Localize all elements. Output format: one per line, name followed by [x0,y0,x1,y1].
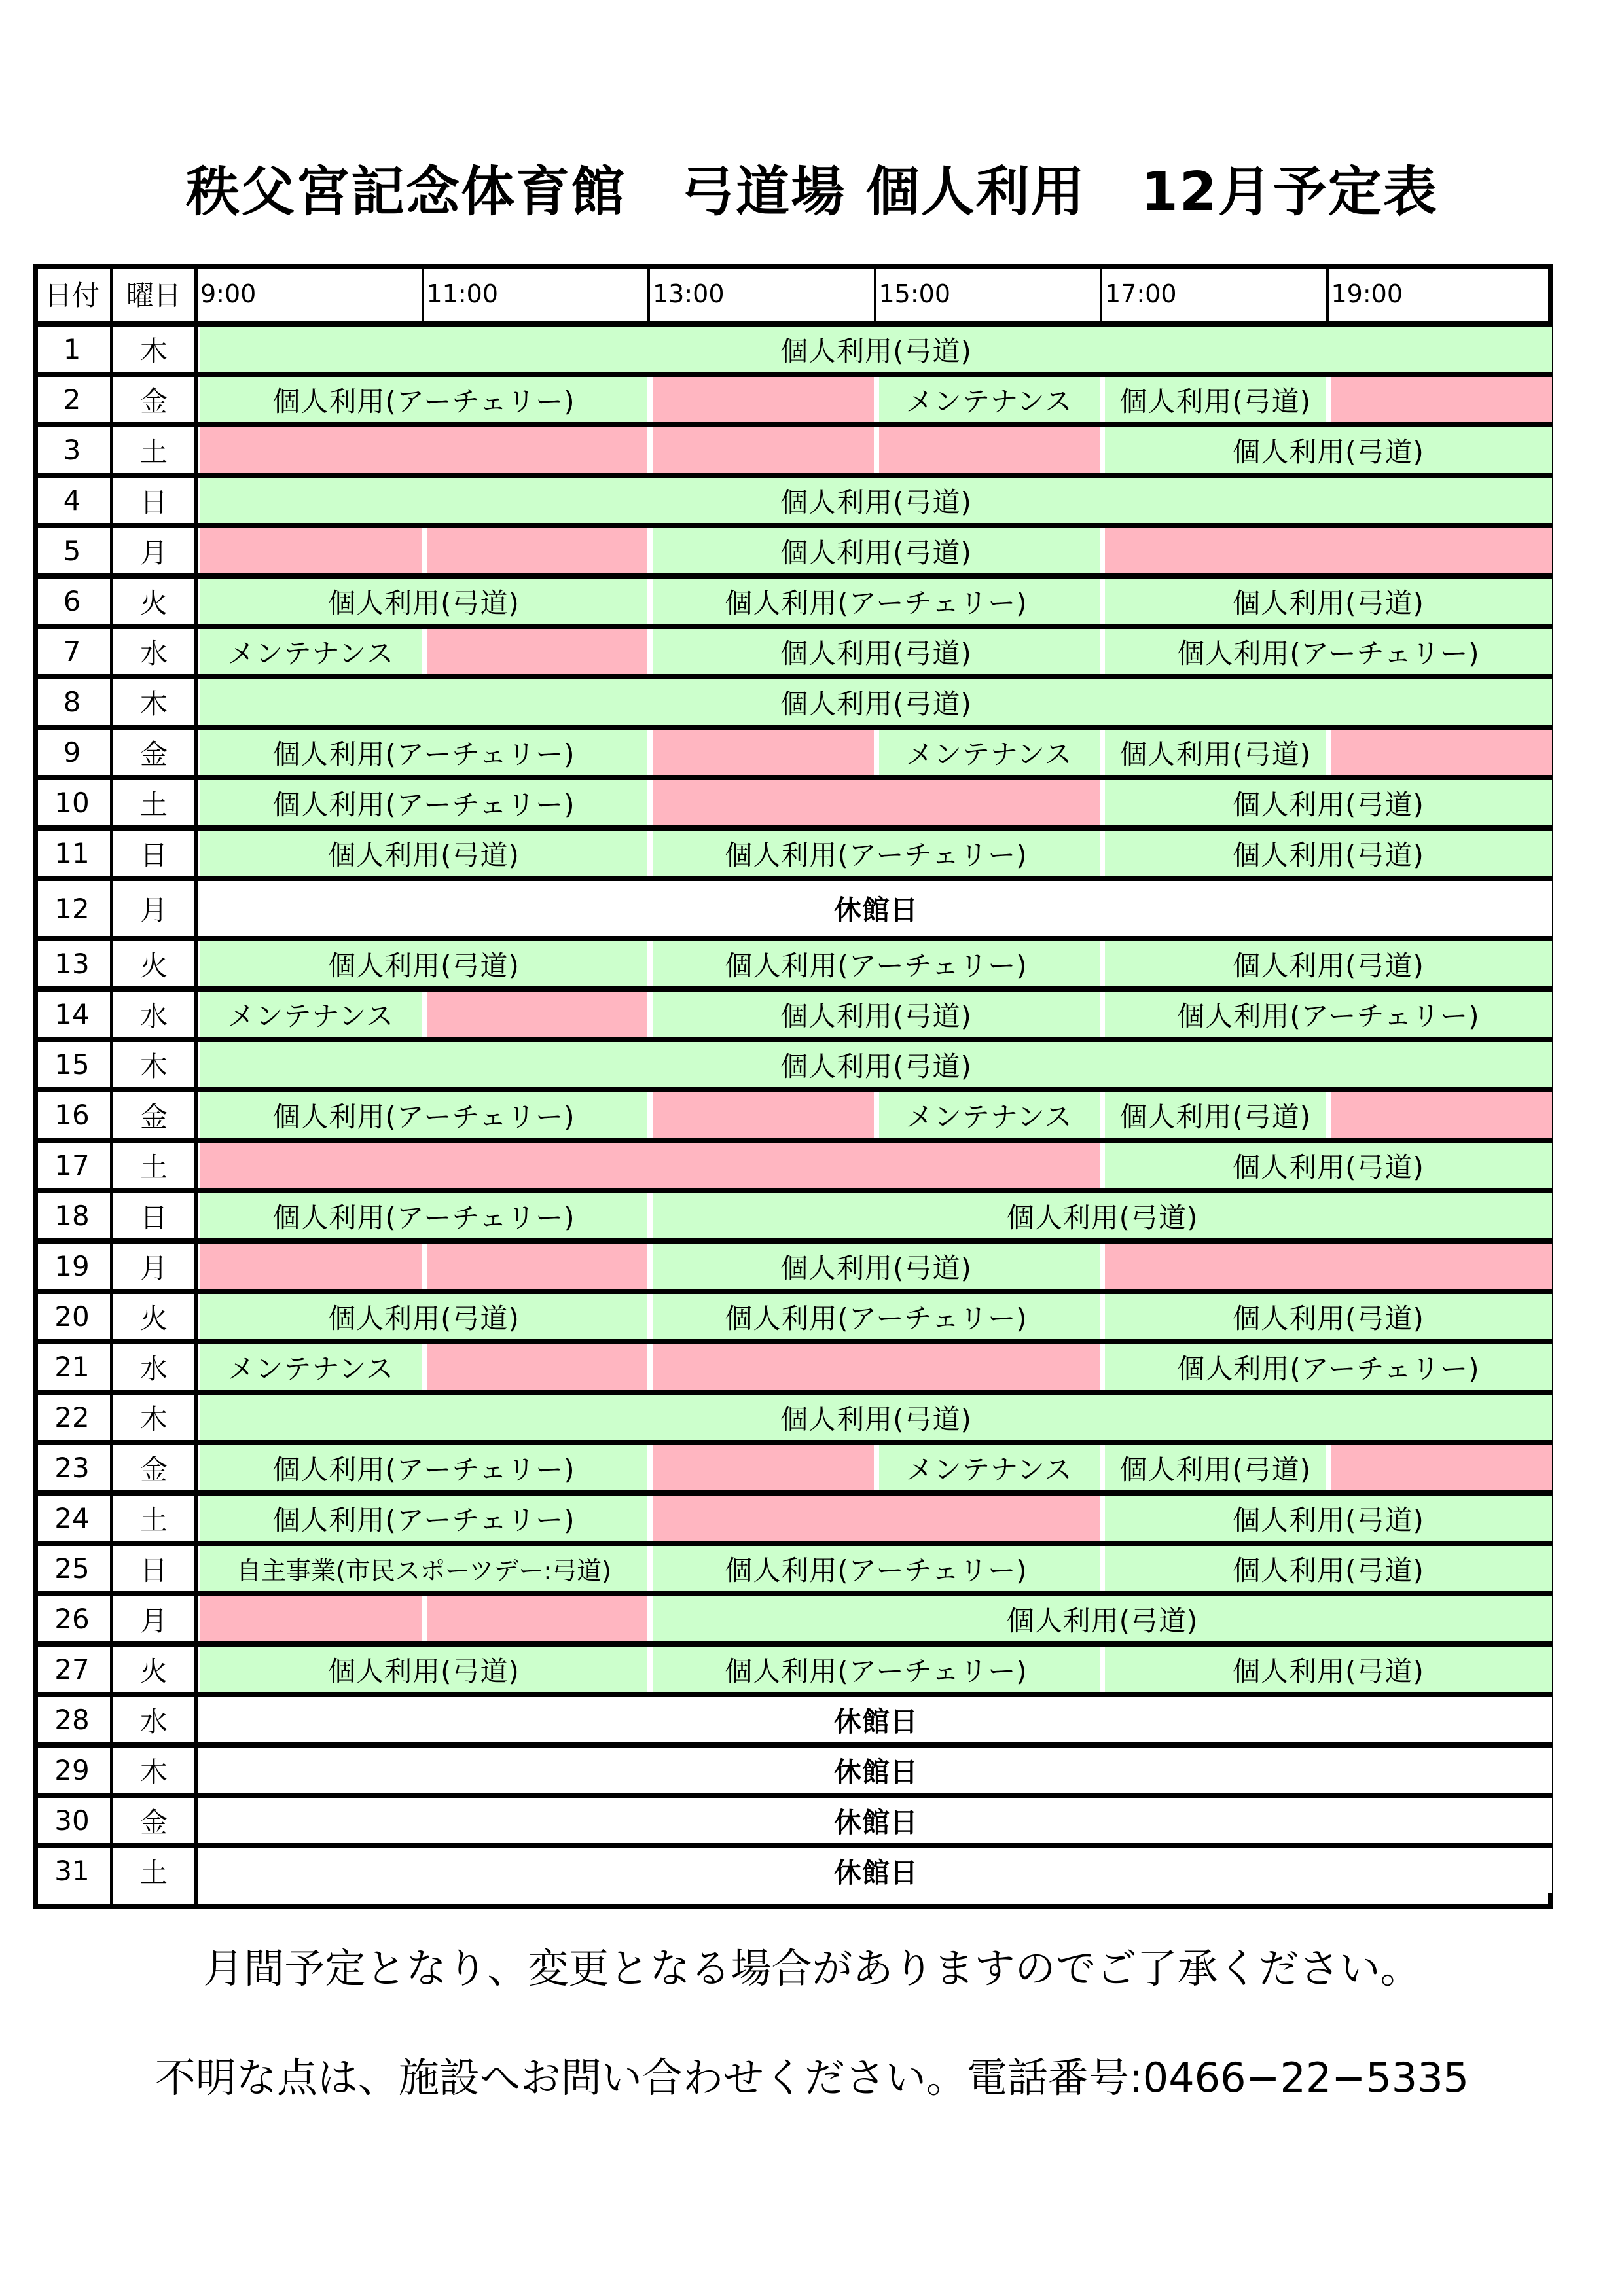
row-divider [33,936,1553,941]
date-cell: 5 [63,535,81,567]
schedule-block: 個人利用(弓道) [1105,1647,1552,1692]
row-divider [33,1138,1553,1143]
closed-day-bar: 休館日 [200,1798,1552,1843]
weekday-cell: 火 [139,1655,168,1687]
unavailable-block [427,1344,648,1390]
date-cell: 31 [54,1855,90,1887]
schedule-block: 個人利用(弓道) [1105,941,1552,986]
unavailable-block [427,1244,648,1289]
schedule-block: 個人利用(弓道) [653,1596,1552,1641]
schedule-block: 個人利用(アーチェリー) [1105,992,1552,1037]
unavailable-block [200,1143,1100,1188]
unavailable-block [653,1092,874,1138]
weekday-cell: 金 [139,1100,168,1133]
schedule-block: メンテナンス [200,629,422,674]
closed-day-bar: 休館日 [200,881,1552,936]
date-cell: 13 [54,948,90,980]
row-divider [33,1087,1553,1092]
row-divider [33,372,1553,377]
unavailable-block [1331,377,1553,422]
schedule-block: 個人利用(弓道) [200,1395,1552,1440]
weekday-cell: 水 [139,637,168,670]
date-cell: 19 [54,1250,90,1282]
schedule-block: 個人利用(弓道) [200,1042,1552,1087]
row-divider [33,624,1553,629]
weekday-cell: 土 [139,1503,168,1536]
header-time: 9:00 [200,279,257,308]
header-time-divider [647,269,650,324]
unavailable-block [200,1244,422,1289]
row-divider [33,1541,1553,1546]
header-time: 11:00 [426,279,499,308]
schedule-block: 個人利用(アーチェリー) [200,1496,647,1541]
row-divider [33,573,1553,579]
schedule-block: 自主事業(市民スポーツデー:弓道) [200,1546,647,1591]
unavailable-block [1331,730,1553,775]
date-cell: 26 [54,1603,90,1635]
date-cell: 2 [63,384,81,416]
weekday-cell: 木 [139,1755,168,1788]
weekday-cell: 土 [139,435,168,468]
schedule-block: 個人利用(弓道) [200,679,1552,725]
schedule-block: 個人利用(弓道) [1105,730,1326,775]
date-cell: 23 [54,1452,90,1484]
schedule-block: 個人利用(アーチェリー) [653,579,1100,624]
schedule-block: 個人利用(アーチェリー) [200,1092,647,1138]
header-weekday: 曜日 [126,279,181,312]
unavailable-block [879,427,1100,473]
row-divider [33,1390,1553,1395]
row-divider [33,1843,1553,1848]
schedule-block: 個人利用(弓道) [653,992,1100,1037]
weekday-cell: 日 [139,838,168,871]
date-cell: 28 [54,1704,90,1736]
date-cell: 12 [54,892,90,925]
weekday-cell: 火 [139,586,168,619]
schedule-block: メンテナンス [879,730,1100,775]
weekday-cell: 土 [139,788,168,821]
header-time: 13:00 [653,279,725,308]
row-divider [33,725,1553,730]
unavailable-block [653,1496,1100,1541]
unavailable-block [653,780,1100,825]
schedule-block: 個人利用(アーチェリー) [200,1445,647,1490]
date-cell: 4 [63,484,81,516]
unavailable-block [427,528,648,573]
schedule-block: 個人利用(弓道) [1105,1143,1552,1188]
unavailable-block [1331,1092,1553,1138]
schedule-block: メンテナンス [200,992,422,1037]
schedule-block: 個人利用(弓道) [200,327,1552,372]
weekday-cell: 火 [139,949,168,982]
unavailable-block [200,1596,422,1641]
schedule-block: 個人利用(アーチェリー) [653,941,1100,986]
date-cell: 3 [63,434,81,466]
row-divider [33,1289,1553,1294]
schedule-block: 個人利用(弓道) [1105,377,1326,422]
header-time-divider [874,269,876,324]
weekday-cell: 土 [139,1151,168,1183]
schedule-block: 個人利用(弓道) [653,1244,1100,1289]
row-divider [33,1742,1553,1748]
date-cell: 17 [54,1149,90,1181]
header-time-divider [1326,269,1329,324]
weekday-cell: 木 [139,1050,168,1083]
weekday-cell: 火 [139,1302,168,1335]
unavailable-block [1331,1445,1553,1490]
schedule-block: 個人利用(弓道) [200,941,647,986]
schedule-block: メンテナンス [200,1344,422,1390]
schedule-block: 個人利用(アーチェリー) [1105,629,1552,674]
schedule-block: 個人利用(弓道) [653,528,1100,573]
weekday-cell: 水 [139,999,168,1032]
header-time: 19:00 [1331,279,1403,308]
weekday-cell: 水 [139,1352,168,1385]
weekday-cell: 木 [139,334,168,367]
schedule-block: 個人利用(弓道) [1105,780,1552,825]
row-divider [33,1641,1553,1647]
date-cell: 22 [54,1401,90,1433]
date-cell: 18 [54,1200,90,1232]
header-date: 日付 [44,279,99,312]
schedule-block: 個人利用(アーチェリー) [653,831,1100,876]
schedule-block: 個人利用(アーチェリー) [200,730,647,775]
unavailable-block [653,377,874,422]
schedule-block: 個人利用(弓道) [1105,1546,1552,1591]
unavailable-block [653,427,874,473]
unavailable-block [427,1596,648,1641]
date-cell: 11 [54,837,90,869]
row-divider [33,775,1553,780]
row-divider [33,1591,1553,1596]
weekday-cell: 土 [139,1856,168,1889]
schedule-block: 個人利用(アーチェリー) [200,377,647,422]
row-divider [33,321,1553,327]
schedule-block: 個人利用(アーチェリー) [200,1193,647,1238]
schedule-block: 個人利用(弓道) [1105,1092,1326,1138]
date-cell: 14 [54,998,90,1030]
date-cell: 29 [54,1754,90,1786]
date-cell: 24 [54,1502,90,1534]
unavailable-block [1105,528,1552,573]
weekday-cell: 木 [139,1403,168,1435]
unavailable-block [200,528,422,573]
row-divider [33,1339,1553,1344]
schedule-block: 個人利用(アーチェリー) [200,780,647,825]
date-cell: 21 [54,1351,90,1383]
header-time-divider [1100,269,1102,324]
row-divider [33,473,1553,478]
row-divider [33,1692,1553,1697]
header-time-divider [422,269,424,324]
schedule-block: メンテナンス [879,1092,1100,1138]
schedule-block: 個人利用(弓道) [1105,1445,1326,1490]
row-divider [33,523,1553,528]
weekday-cell: 金 [139,738,168,770]
schedule-table [33,264,1553,1909]
weekday-cell: 日 [139,1201,168,1234]
weekday-cell: 月 [139,1251,168,1284]
unavailable-block [427,629,648,674]
date-cell: 15 [54,1049,90,1081]
page-title: 秩父宮記念体育館 弓道場 個人利用 12月予定表 [186,161,1438,223]
schedule-block: 個人利用(アーチェリー) [653,1294,1100,1339]
weekday-cell: 金 [139,1453,168,1486]
header-time: 17:00 [1105,279,1177,308]
row-divider [33,674,1553,679]
row-divider [33,422,1553,427]
schedule-block: 個人利用(弓道) [1105,1496,1552,1541]
weekday-cell: 金 [139,1806,168,1839]
closed-day-bar: 休館日 [200,1848,1552,1893]
weekday-cell: 日 [139,486,168,518]
unavailable-block [653,1344,1100,1390]
unavailable-block [653,730,874,775]
header-time: 15:00 [878,279,951,308]
weekday-cell: 月 [139,536,168,569]
notice-schedule-change: 月間予定となり、変更となる場合がありますのでご了承ください。 [203,1945,1421,1992]
date-cell: 1 [63,333,81,365]
date-cell: 8 [63,686,81,718]
date-cell: 9 [63,736,81,768]
schedule-block: 個人利用(弓道) [653,629,1100,674]
date-cell: 30 [54,1804,90,1837]
row-divider [33,825,1553,831]
closed-day-bar: 休館日 [200,1748,1552,1793]
weekday-cell: 月 [139,1604,168,1637]
row-divider [33,1440,1553,1445]
unavailable-block [653,1445,874,1490]
schedule-block: 個人利用(弓道) [200,831,647,876]
schedule-block: 個人利用(弓道) [200,478,1552,523]
weekday-cell: 日 [139,1554,168,1587]
weekday-cell: 木 [139,687,168,720]
date-cell: 16 [54,1099,90,1131]
row-divider [33,1188,1553,1193]
schedule-block: 個人利用(アーチェリー) [1105,1344,1552,1390]
schedule-block: 個人利用(アーチェリー) [653,1546,1100,1591]
date-cell: 10 [54,787,90,819]
schedule-block: メンテナンス [879,1445,1100,1490]
notice-contact: 不明な点は、施設へお問い合わせください。電話番号:0466−22−5335 [154,2054,1470,2102]
schedule-block: 個人利用(弓道) [653,1193,1552,1238]
schedule-block: 個人利用(弓道) [1105,579,1552,624]
row-divider [33,1490,1553,1496]
row-divider [33,1037,1553,1042]
unavailable-block [427,992,648,1037]
schedule-block: 個人利用(弓道) [200,579,647,624]
weekday-cell: 金 [139,385,168,418]
row-divider [33,1793,1553,1798]
schedule-block: 個人利用(アーチェリー) [653,1647,1100,1692]
date-cell: 7 [63,636,81,668]
schedule-block: 個人利用(弓道) [200,1294,647,1339]
row-divider [33,876,1553,881]
weekday-cell: 月 [139,894,168,926]
schedule-block: メンテナンス [879,377,1100,422]
schedule-block: 個人利用(弓道) [200,1647,647,1692]
schedule-block: 個人利用(弓道) [1105,427,1552,473]
date-cell: 27 [54,1653,90,1685]
schedule-block: 個人利用(弓道) [1105,831,1552,876]
unavailable-block [200,427,647,473]
row-divider [33,986,1553,992]
closed-day-bar: 休館日 [200,1697,1552,1742]
date-cell: 6 [63,585,81,617]
date-cell: 25 [54,1552,90,1585]
unavailable-block [1105,1244,1552,1289]
weekday-cell: 水 [139,1705,168,1738]
date-cell: 20 [54,1300,90,1333]
schedule-block: 個人利用(弓道) [1105,1294,1552,1339]
row-divider [33,1238,1553,1244]
